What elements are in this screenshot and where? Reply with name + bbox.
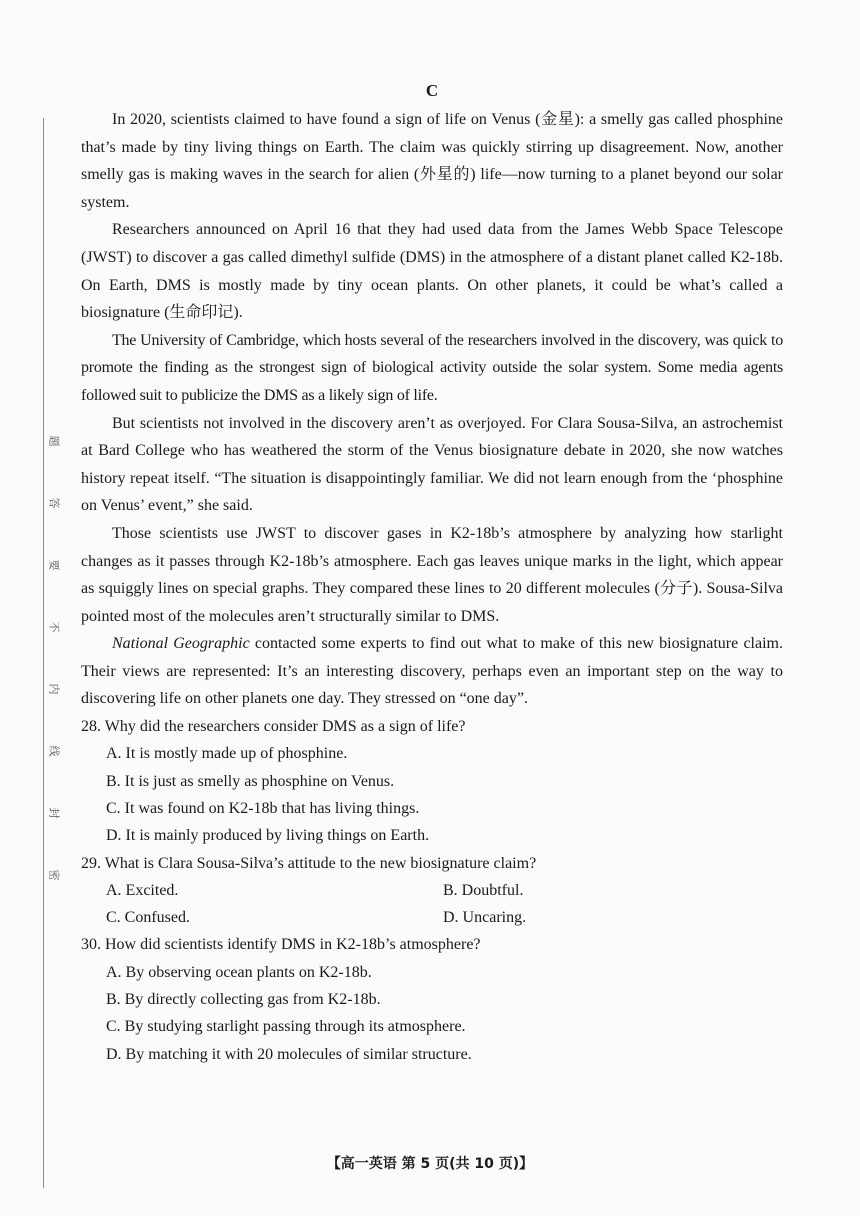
question-28-option-b: B. It is just as smelly as phosphine on Venus. xyxy=(106,772,395,790)
passage-content xyxy=(81,80,783,1068)
passage-paragraph-6 xyxy=(81,630,783,713)
section-letter: C xyxy=(425,81,439,100)
paragraph-6-text: contacted some experts to find out what to make of this new biosignature claim. Their views are represented: It’s an interesting discovery, perhaps even an important step on the way to discovering life on other planets one day. They stressed on “one day”. xyxy=(81,635,783,708)
question-28-option-d: D. It is mainly produced by living things on Earth. xyxy=(106,827,430,845)
seal-char: 密 xyxy=(47,869,60,881)
seal-char: 答 xyxy=(47,497,60,509)
passage-paragraph-3: The University of Cambridge, which hosts several of the researchers involved in the discovery, was quick to promote the finding as the strongest sign of biological activity outside the solar system. Some media agents followed suit to publicize the DMS as a likely sign of life. xyxy=(81,331,783,404)
page-footer: 【高一英语 第 5 页(共 10 页)】 xyxy=(326,1156,534,1172)
question-29-option-c: C. Confused. xyxy=(106,909,190,927)
question-30-option-c: C. By studying starlight passing through its atmosphere. xyxy=(106,1018,466,1036)
question-29-options-row-2 xyxy=(106,904,783,931)
passage-paragraph-5: Those scientists use JWST to discover gases in K2-18b’s atmosphere by analyzing how starlight changes as it passes through K2-18b’s atmosphere. Each gas leaves unique marks in the light, which appear as squiggly lines on special graphs. They compared these lines to 20 different molecules (分子). Sousa-Silva pointed most of the molecules aren’t structurally similar to DMS. xyxy=(81,524,783,625)
question-30-option-b: B. By directly collecting gas from K2-18b. xyxy=(106,991,381,1009)
seal-line-text xyxy=(22,410,60,906)
question-29-option-b: B. Doubtful. xyxy=(443,881,524,899)
question-28-option-c: C. It was found on K2-18b that has living things. xyxy=(106,799,420,817)
question-29-option-d: D. Uncaring. xyxy=(443,909,527,927)
question-29-options-row-1 xyxy=(106,877,783,904)
seal-char: 封 xyxy=(47,807,60,819)
seal-char: 题 xyxy=(47,435,60,447)
magazine-title: National Geographic xyxy=(112,635,250,653)
questions xyxy=(81,713,783,1068)
seal-char: 内 xyxy=(47,683,60,695)
question-29-option-a: A. Excited. xyxy=(106,881,179,899)
question-30-stem: 30. How did scientists identify DMS in K2-18b’s atmosphere? xyxy=(81,936,481,954)
seal-char: 不 xyxy=(47,621,60,633)
binding-margin-line xyxy=(43,118,44,1188)
passage-paragraph-1: In 2020, scientists claimed to have found a sign of life on Venus (金星): a smelly gas called phosphine that’s made by tiny living things on Earth. The claim was quickly stirring up disagreement. Now, another smelly gas is making waves in the search for alien (外星的) life—now turning to a planet beyond our solar system. xyxy=(81,111,783,211)
question-28-option-a: A. It is mostly made up of phosphine. xyxy=(106,745,348,763)
question-30-option-a: A. By observing ocean plants on K2-18b. xyxy=(106,963,372,981)
passage-paragraph-4: But scientists not involved in the discovery aren’t as overjoyed. For Clara Sousa-Silva, an astrochemist at Bard College who has weathered the storm of the Venus biosignature debate in 2020, she now watches history repeat itself. “The situation is disappointingly familiar. We did not learn enough from the ‘phosphine on Venus’ event,” she said. xyxy=(81,414,783,515)
question-29-stem: 29. What is Clara Sousa-Silva’s attitude to the new biosignature claim? xyxy=(81,854,537,872)
question-28-stem: 28. Why did the researchers consider DMS as a sign of life? xyxy=(81,718,466,736)
passage-paragraph-2: Researchers announced on April 16 that they had used data from the James Webb Space Telescope (JWST) to discover a gas called dimethyl sulfide (DMS) in the atmosphere of a distant planet called K2-18b. On Earth, DMS is mostly made by tiny ocean plants. On other planets, it could be what’s called a biosignature (生命印记). xyxy=(81,221,783,322)
question-30-option-d: D. By matching it with 20 molecules of similar structure. xyxy=(106,1045,472,1063)
seal-char: 线 xyxy=(47,745,60,757)
seal-char: 要 xyxy=(47,559,60,571)
